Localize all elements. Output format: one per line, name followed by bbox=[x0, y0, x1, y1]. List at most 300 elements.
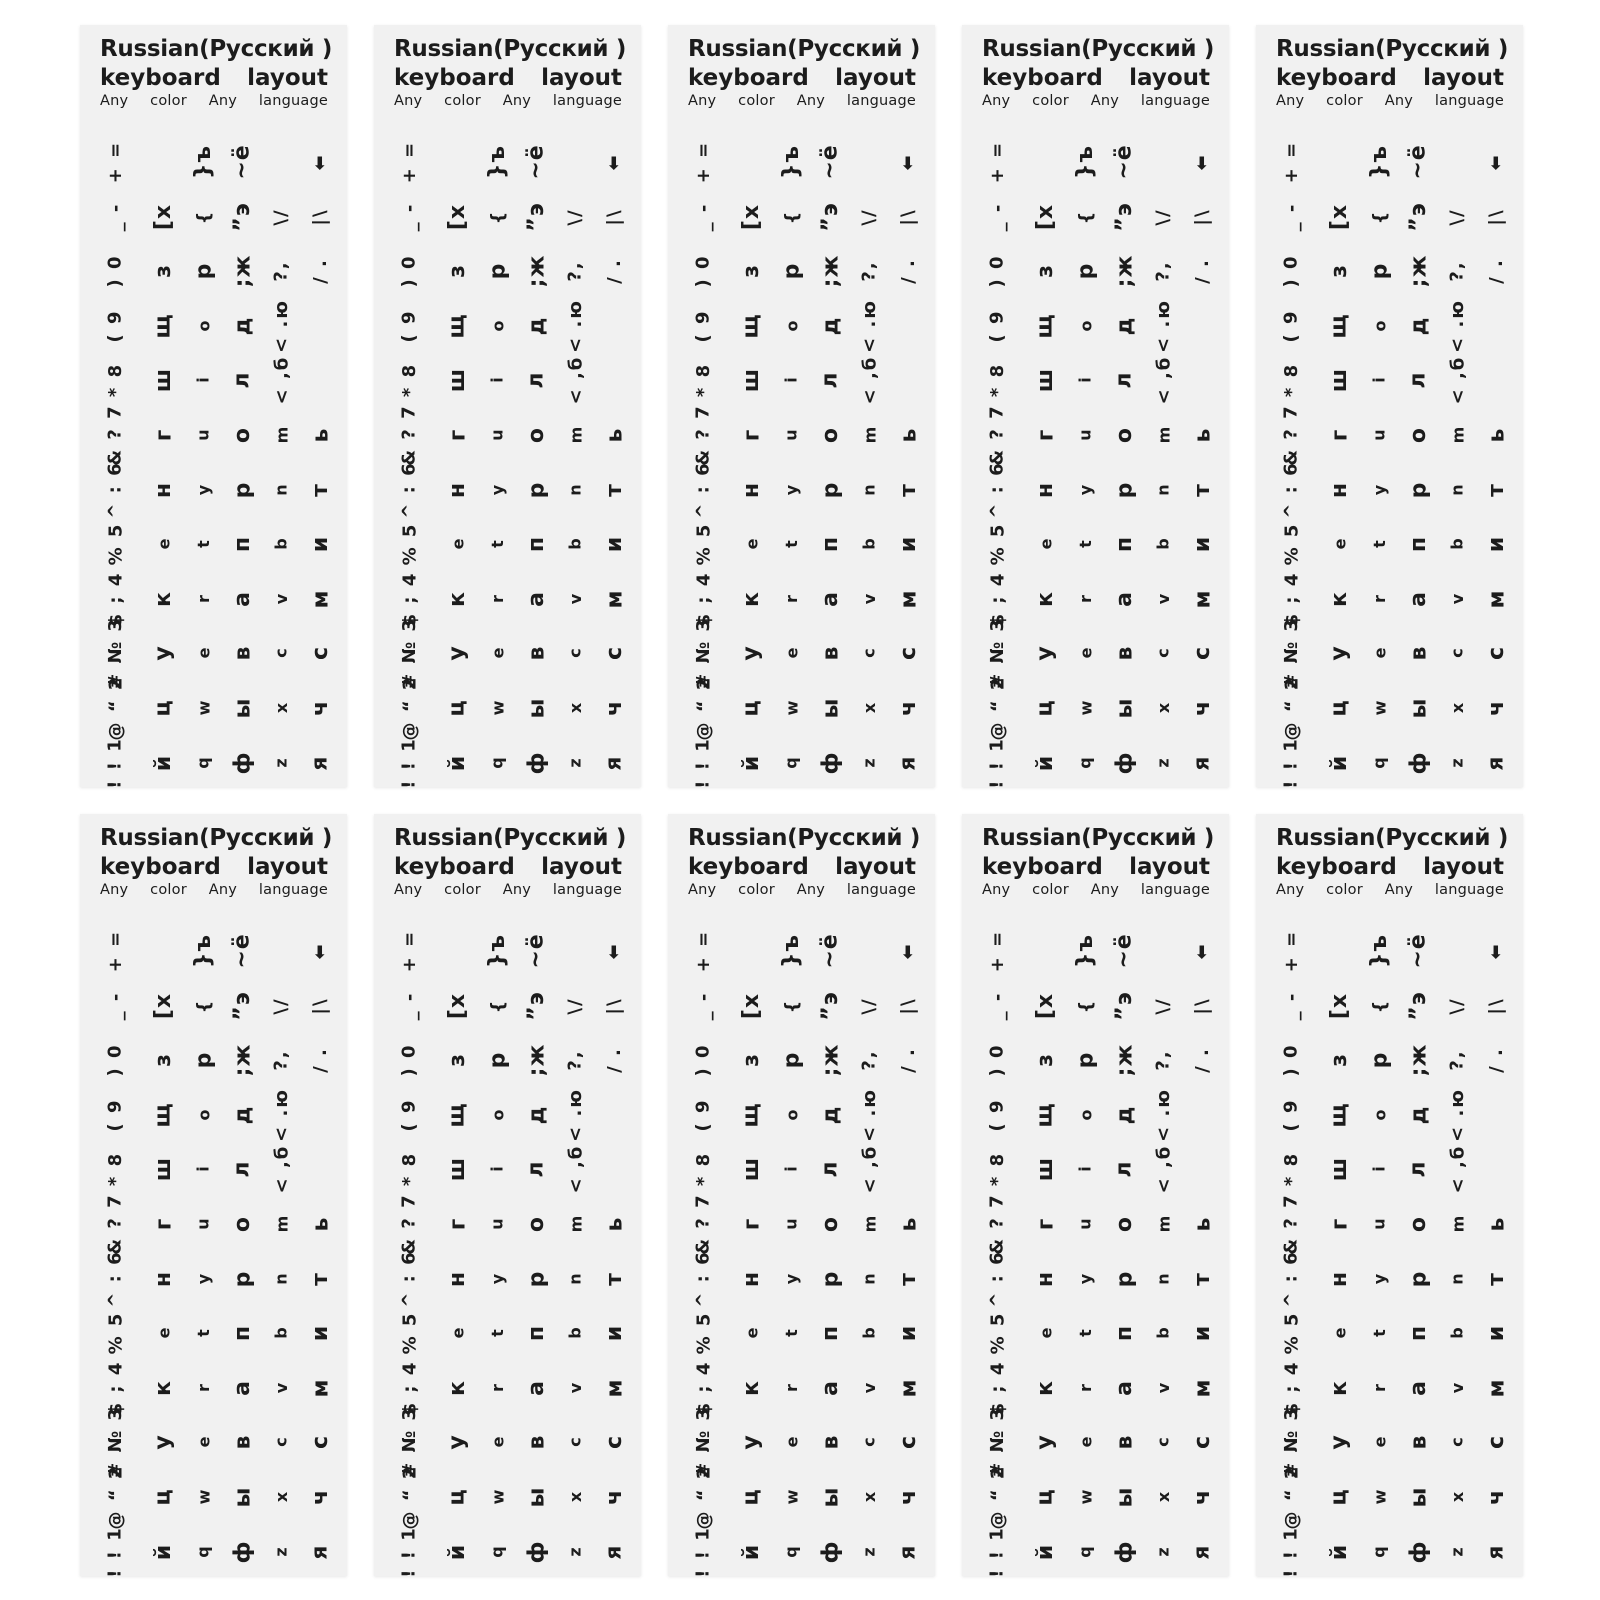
key-label bbox=[684, 1464, 724, 1530]
key-label bbox=[850, 1033, 890, 1087]
key-label-text: i bbox=[781, 1166, 801, 1172]
key-label bbox=[1399, 924, 1439, 978]
key-label-text: o bbox=[488, 320, 507, 332]
key-label-text: % 5 bbox=[1281, 522, 1303, 566]
key-label-text: г bbox=[739, 1217, 764, 1231]
key-label bbox=[96, 463, 136, 517]
key-label bbox=[1105, 1470, 1145, 1524]
key-label bbox=[184, 463, 224, 517]
key-label bbox=[556, 1525, 596, 1579]
key-label bbox=[1026, 190, 1066, 244]
key-label-text: ы bbox=[230, 697, 255, 719]
key-label-text: r bbox=[1369, 595, 1389, 603]
key-label-text: ч bbox=[1483, 699, 1509, 717]
key-label-text: щ bbox=[1326, 313, 1352, 339]
key-row bbox=[978, 1088, 1218, 1142]
sheet-tagline-word: Any bbox=[982, 882, 1011, 898]
key-row bbox=[684, 675, 924, 741]
key-label bbox=[772, 572, 812, 626]
key-label-text: q bbox=[193, 757, 213, 769]
key-label-text: y bbox=[1076, 484, 1095, 496]
key-label-text: й bbox=[1032, 754, 1058, 772]
key-label-text: н bbox=[738, 481, 764, 499]
backspace-arrow-icon bbox=[1183, 135, 1223, 189]
key-label bbox=[1026, 1142, 1066, 1196]
key-label bbox=[478, 1033, 518, 1087]
key-label bbox=[390, 924, 430, 978]
key-row bbox=[978, 1033, 1218, 1087]
key-label-text: ⬅ bbox=[1192, 153, 1213, 171]
key-label-text: q bbox=[1075, 1546, 1095, 1558]
key-label bbox=[1438, 190, 1478, 244]
key-label-text: % 5 bbox=[693, 1311, 715, 1355]
backspace-arrow-icon bbox=[1477, 924, 1517, 978]
key-label-text: % 5 bbox=[1281, 1311, 1303, 1355]
key-label bbox=[184, 1142, 224, 1196]
key-label bbox=[684, 353, 724, 407]
key-label bbox=[390, 1525, 430, 1579]
key-label bbox=[390, 135, 430, 189]
key-label-text: w bbox=[194, 700, 213, 716]
key-label bbox=[1438, 353, 1478, 407]
key-labels bbox=[390, 924, 630, 1578]
key-label-text: ?, bbox=[271, 1049, 292, 1071]
key-label-text: д bbox=[1406, 316, 1431, 336]
key-label-text: c bbox=[1447, 648, 1467, 658]
key-label-text: с bbox=[601, 645, 627, 661]
key-label bbox=[889, 408, 929, 462]
key-label bbox=[96, 675, 136, 741]
key-label bbox=[1477, 463, 1517, 517]
key-label-text: q bbox=[487, 757, 507, 769]
key-label bbox=[517, 572, 557, 626]
key-row bbox=[96, 1525, 336, 1579]
key-label-text: r bbox=[781, 1384, 801, 1392]
key-labels bbox=[978, 135, 1218, 789]
key-label-text: т bbox=[307, 483, 333, 497]
key-label-text: m bbox=[565, 426, 585, 444]
key-label bbox=[811, 1142, 851, 1196]
key-row bbox=[1272, 404, 1512, 466]
key-label-text: b bbox=[1153, 538, 1173, 550]
key-label bbox=[1399, 517, 1439, 571]
sheet-tagline bbox=[1276, 881, 1504, 899]
key-label-text: ) 0 bbox=[1281, 1043, 1302, 1077]
key-label bbox=[517, 135, 557, 189]
key-row bbox=[684, 617, 924, 689]
key-label bbox=[978, 1464, 1018, 1530]
key-row bbox=[684, 299, 924, 353]
sheet-tagline-word: color bbox=[1326, 93, 1363, 109]
key-label bbox=[96, 736, 136, 790]
key-label bbox=[1399, 1142, 1439, 1196]
key-row bbox=[1272, 299, 1512, 353]
key-label-text: с bbox=[895, 645, 921, 661]
key-label-text: ф bbox=[1405, 751, 1431, 775]
key-label bbox=[517, 1525, 557, 1579]
key-row bbox=[684, 1088, 924, 1142]
key-label-text: { bbox=[1368, 209, 1390, 225]
key-label bbox=[438, 1142, 478, 1196]
key-label-text: к bbox=[1327, 591, 1352, 607]
key-label bbox=[1438, 1252, 1478, 1306]
key-label bbox=[1026, 1525, 1066, 1579]
key-row bbox=[96, 1088, 336, 1142]
key-label bbox=[184, 299, 224, 353]
key-label bbox=[850, 244, 890, 298]
key-label bbox=[772, 463, 812, 517]
key-label bbox=[438, 244, 478, 298]
key-label-text: # № 3 bbox=[105, 617, 127, 689]
key-row bbox=[390, 736, 630, 790]
key-label-text: с bbox=[1483, 645, 1509, 661]
key-label-text: v bbox=[566, 1382, 585, 1394]
key-label-text: b bbox=[1447, 1327, 1467, 1339]
key-label-text: ⬅ bbox=[1192, 942, 1213, 960]
key-label bbox=[732, 1470, 772, 1524]
key-label-text: r bbox=[487, 1384, 507, 1392]
key-label-text: ;ж bbox=[523, 1043, 549, 1077]
key-label bbox=[556, 408, 596, 462]
key-label-text: y bbox=[1076, 1273, 1095, 1285]
key-label bbox=[301, 681, 341, 735]
key-label bbox=[184, 1088, 224, 1142]
key-label bbox=[301, 1306, 341, 1360]
key-label-text: < ,б bbox=[1447, 1144, 1469, 1194]
key-row bbox=[684, 924, 924, 978]
key-label bbox=[1183, 1306, 1223, 1360]
key-label bbox=[772, 924, 812, 978]
key-label bbox=[978, 1033, 1018, 1087]
key-label-text: y bbox=[782, 484, 801, 496]
key-label bbox=[517, 1470, 557, 1524]
key-label-text: ?, bbox=[271, 260, 292, 282]
key-label bbox=[1438, 299, 1478, 353]
sheet-subtitle-word: layout bbox=[1423, 854, 1504, 880]
key-label bbox=[772, 1033, 812, 1087]
sheet-subtitle-bold bbox=[1276, 853, 1504, 881]
sheet-tagline-word: color bbox=[150, 93, 187, 109]
backspace-arrow-icon bbox=[1183, 924, 1223, 978]
key-label bbox=[1105, 135, 1145, 189]
key-label-text: ш bbox=[1033, 1156, 1058, 1182]
backspace-arrow-icon bbox=[301, 135, 341, 189]
key-label bbox=[184, 736, 224, 790]
key-label-text: р bbox=[818, 481, 843, 499]
key-label bbox=[262, 1197, 302, 1251]
key-label bbox=[1105, 408, 1145, 462]
key-label-text: # № 3 bbox=[105, 1406, 127, 1478]
key-label bbox=[390, 1193, 430, 1255]
key-label bbox=[223, 244, 263, 298]
key-label-text: / . bbox=[1192, 258, 1213, 284]
key-label bbox=[1320, 1033, 1360, 1087]
sheet-header bbox=[394, 824, 627, 899]
key-label-text: _ - bbox=[1281, 202, 1302, 232]
key-label bbox=[1144, 463, 1184, 517]
key-label-text: ) 0 bbox=[105, 254, 126, 288]
key-label-text: % 5 bbox=[987, 1311, 1009, 1355]
key-label bbox=[732, 1033, 772, 1087]
key-label-text: щ bbox=[738, 1102, 764, 1128]
key-row bbox=[684, 979, 924, 1033]
key-label bbox=[811, 1361, 851, 1415]
key-label-text: x bbox=[859, 1491, 879, 1503]
key-label bbox=[438, 736, 478, 790]
sheet-title: Russian(Русский ) bbox=[688, 36, 921, 62]
key-label-text: ~ё bbox=[817, 144, 843, 180]
key-label-text: ф bbox=[1111, 751, 1137, 775]
key-label-text: н bbox=[444, 1270, 470, 1288]
key-label-text: \/ bbox=[859, 997, 880, 1015]
key-label bbox=[595, 408, 635, 462]
sheet-header bbox=[100, 824, 333, 899]
key-label bbox=[556, 1033, 596, 1087]
key-label bbox=[889, 979, 929, 1033]
key-label-text: ~ё bbox=[1405, 144, 1431, 180]
key-label bbox=[517, 1306, 557, 1360]
key-label bbox=[1399, 572, 1439, 626]
key-label-text: |\ bbox=[604, 208, 625, 226]
key-label bbox=[390, 244, 430, 298]
key-label bbox=[144, 1415, 184, 1469]
key-row bbox=[684, 244, 924, 298]
key-label bbox=[478, 979, 518, 1033]
key-label-text: q bbox=[487, 1546, 507, 1558]
key-label bbox=[978, 1252, 1018, 1306]
key-label-text: / . bbox=[310, 258, 331, 284]
key-label-text: o bbox=[488, 1109, 507, 1121]
sheet-tagline bbox=[100, 92, 328, 110]
key-label-text: и bbox=[307, 1324, 333, 1342]
key-label bbox=[811, 135, 851, 189]
key-label bbox=[889, 736, 929, 790]
key-label-text: i bbox=[487, 377, 507, 383]
sheet-header bbox=[982, 35, 1215, 110]
key-label bbox=[438, 572, 478, 626]
key-label-text: q bbox=[781, 757, 801, 769]
key-label bbox=[889, 626, 929, 680]
key-label-text: w bbox=[1370, 700, 1389, 716]
backspace-arrow-icon bbox=[889, 135, 929, 189]
key-label bbox=[889, 463, 929, 517]
key-row bbox=[96, 1193, 336, 1255]
key-label-text: v bbox=[272, 593, 291, 605]
sheet-header bbox=[100, 35, 333, 110]
key-row bbox=[684, 1193, 924, 1255]
key-row bbox=[978, 617, 1218, 689]
sheet-subtitle-word: keyboard bbox=[394, 854, 515, 880]
key-label-text: ц bbox=[445, 699, 470, 717]
key-label-text: р bbox=[230, 1270, 255, 1288]
key-label-text: р bbox=[485, 262, 510, 280]
key-label-text: }ъ bbox=[1366, 144, 1392, 180]
key-row bbox=[390, 1464, 630, 1530]
sheet-tagline-word: Any bbox=[100, 93, 129, 109]
key-label-text: e bbox=[153, 1327, 173, 1339]
key-label bbox=[889, 1361, 929, 1415]
key-row bbox=[390, 1252, 630, 1306]
sheet-tagline-word: Any bbox=[1276, 882, 1305, 898]
key-label-text: t bbox=[1370, 540, 1389, 548]
key-label-text: ф bbox=[523, 751, 549, 775]
sheet-title: Russian(Русский ) bbox=[982, 825, 1215, 851]
key-label-text: w bbox=[194, 1489, 213, 1505]
key-label bbox=[96, 135, 136, 189]
key-label bbox=[1320, 572, 1360, 626]
key-label bbox=[144, 572, 184, 626]
sheet-subtitle-bold bbox=[1276, 64, 1504, 92]
key-label bbox=[223, 1470, 263, 1524]
key-row bbox=[390, 675, 630, 741]
key-label bbox=[1105, 1525, 1145, 1579]
key-label-text: z bbox=[272, 1547, 291, 1557]
key-label bbox=[1399, 408, 1439, 462]
key-label-text: р bbox=[230, 481, 255, 499]
key-label-text: д bbox=[230, 316, 255, 336]
key-label bbox=[144, 244, 184, 298]
key-row bbox=[978, 353, 1218, 407]
key-label bbox=[517, 1415, 557, 1469]
key-label bbox=[262, 1415, 302, 1469]
key-label bbox=[1477, 979, 1517, 1033]
key-row bbox=[390, 299, 630, 353]
key-label-text: y bbox=[194, 1273, 213, 1285]
key-label-text: < ,б bbox=[1153, 1144, 1175, 1194]
key-label bbox=[978, 979, 1018, 1033]
key-label bbox=[1144, 1197, 1184, 1251]
key-label bbox=[478, 463, 518, 517]
key-label-text: |\ bbox=[1192, 997, 1213, 1015]
key-label-text: / . bbox=[898, 258, 919, 284]
key-label bbox=[1066, 736, 1106, 790]
key-label-text: # № 3 bbox=[693, 617, 715, 689]
key-label-text: м bbox=[1483, 1378, 1509, 1398]
key-label bbox=[978, 617, 1018, 689]
key-label bbox=[889, 1525, 929, 1579]
key-label-text: e bbox=[741, 1327, 761, 1339]
key-label-text: д bbox=[1406, 1105, 1431, 1125]
key-label-text: г bbox=[151, 1217, 176, 1231]
key-label-text: м bbox=[1483, 589, 1509, 609]
key-label bbox=[595, 1470, 635, 1524]
key-label bbox=[1477, 681, 1517, 735]
key-label-text: в bbox=[1111, 1434, 1137, 1450]
key-label bbox=[1399, 626, 1439, 680]
key-label-text: x bbox=[271, 1491, 291, 1503]
key-label-text: ) 0 bbox=[1281, 254, 1302, 288]
sticker-sheet-6 bbox=[80, 814, 347, 1576]
sticker-sheet-2 bbox=[374, 25, 641, 787]
key-label-text: ч bbox=[601, 1488, 627, 1506]
key-row bbox=[978, 1464, 1218, 1530]
key-label-text: @ “ 2 bbox=[399, 675, 421, 741]
sheet-subtitle-word: layout bbox=[541, 65, 622, 91]
key-label bbox=[223, 1197, 263, 1251]
key-label bbox=[223, 1142, 263, 1196]
key-label-text: я bbox=[895, 755, 921, 771]
key-label bbox=[1360, 1197, 1400, 1251]
key-label bbox=[1272, 924, 1312, 978]
key-label bbox=[184, 572, 224, 626]
key-label bbox=[1026, 299, 1066, 353]
key-label bbox=[811, 244, 851, 298]
key-label bbox=[684, 404, 724, 466]
key-label bbox=[732, 517, 772, 571]
key-label bbox=[96, 517, 136, 571]
key-label bbox=[978, 1142, 1018, 1196]
key-label bbox=[772, 736, 812, 790]
key-label bbox=[301, 1197, 341, 1251]
key-label-text: < ,б bbox=[859, 355, 881, 405]
key-label bbox=[144, 1525, 184, 1579]
key-label-text: < .ю bbox=[565, 299, 586, 353]
key-label bbox=[301, 1470, 341, 1524]
key-label bbox=[438, 1033, 478, 1087]
key-label-text: $ ; 4 bbox=[399, 1360, 420, 1416]
key-label-text: e bbox=[1075, 647, 1095, 659]
key-label-text: \/ bbox=[859, 208, 880, 226]
key-label bbox=[684, 1033, 724, 1087]
key-label-text: к bbox=[739, 591, 764, 607]
key-label bbox=[1272, 517, 1312, 571]
key-label bbox=[184, 135, 224, 189]
key-label-text: ( 9 bbox=[399, 309, 420, 343]
key-label bbox=[811, 517, 851, 571]
key-label-text: ?, bbox=[859, 260, 880, 282]
key-label-text: т bbox=[1483, 483, 1509, 497]
key-label bbox=[889, 572, 929, 626]
sheet-tagline-word: Any bbox=[394, 882, 423, 898]
key-label-text: в bbox=[817, 1434, 843, 1450]
key-label bbox=[1066, 572, 1106, 626]
key-label-text: _ - bbox=[987, 991, 1008, 1021]
key-label bbox=[184, 681, 224, 735]
key-label-text: u bbox=[1075, 1218, 1095, 1230]
key-label bbox=[1360, 1415, 1400, 1469]
key-label bbox=[1438, 1525, 1478, 1579]
key-label-text: c bbox=[271, 648, 291, 658]
key-label bbox=[438, 190, 478, 244]
key-label-text: г bbox=[445, 1217, 470, 1231]
key-label-text: % 5 bbox=[399, 522, 421, 566]
key-label bbox=[556, 463, 596, 517]
key-label-text: ф bbox=[817, 751, 843, 775]
key-label bbox=[1320, 681, 1360, 735]
key-label-text: р bbox=[524, 1270, 549, 1288]
key-label-text: ) 0 bbox=[399, 1043, 420, 1077]
key-label-text: ( 9 bbox=[105, 309, 126, 343]
key-label bbox=[732, 1361, 772, 1415]
key-label-text: $ ; 4 bbox=[1281, 571, 1302, 627]
key-label-text: < ,б bbox=[1447, 355, 1469, 405]
key-label-text: ~ё bbox=[1111, 144, 1137, 180]
key-label bbox=[1105, 517, 1145, 571]
key-label-text: ч bbox=[895, 699, 921, 717]
key-row bbox=[684, 1142, 924, 1196]
key-label-text: r bbox=[1075, 1384, 1095, 1392]
key-label-text: [х bbox=[151, 203, 176, 231]
key-label bbox=[1438, 408, 1478, 462]
key-label bbox=[1360, 572, 1400, 626]
sheet-tagline bbox=[982, 92, 1210, 110]
key-label-text: ц bbox=[445, 1488, 470, 1506]
sheet-tagline-word: Any bbox=[1090, 882, 1120, 898]
key-label-text: а bbox=[817, 1380, 843, 1396]
key-row bbox=[390, 135, 630, 189]
key-label-text: c bbox=[565, 648, 585, 658]
key-row bbox=[390, 1033, 630, 1087]
